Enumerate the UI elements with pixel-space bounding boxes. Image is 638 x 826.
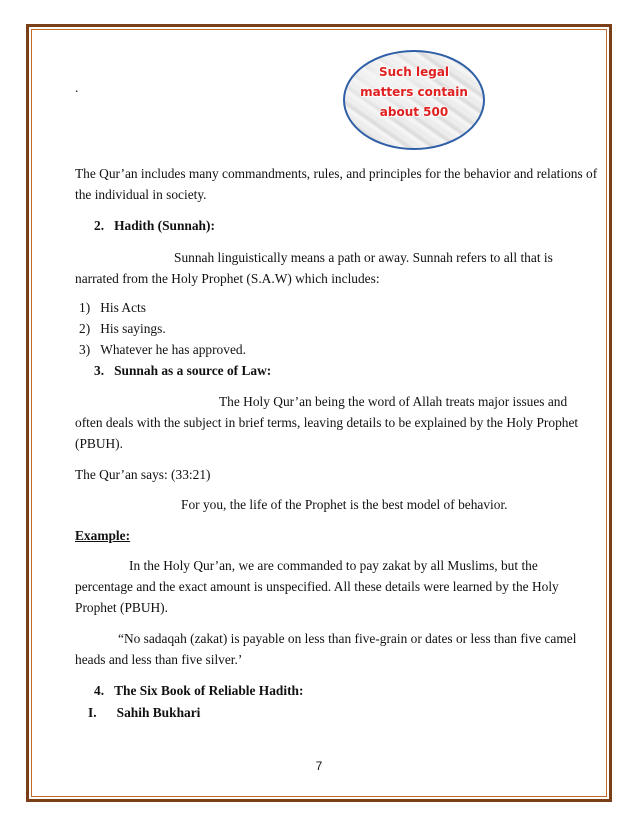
page-number: 7	[315, 759, 323, 773]
law-line-2: often deals with the subject in brief terms, leaving details to be explained by the Holy Prophet	[75, 415, 579, 430]
example-line-3: Prophet (PBUH).	[75, 600, 168, 615]
law-line-3: (PBUH).	[75, 436, 123, 451]
callout-line-2: matters contain	[360, 85, 468, 99]
sadaqah-line-1: “No sadaqah (zakat) is payable on less than five-grain or dates or less than five camel	[118, 631, 577, 646]
sadaqah-line-2: heads and less than five silver.’	[75, 652, 243, 667]
list-item-3: 3) Whatever he has approved.	[79, 342, 246, 357]
list-item-1: 1) His Acts	[79, 300, 146, 315]
sunnah-line-1: Sunnah linguistically means a path or away. Sunnah refers to all that is	[174, 250, 553, 265]
stray-dot: .	[75, 80, 79, 95]
quran-says: The Qur’an says: (33:21)	[75, 467, 211, 482]
list-item-2: 2) His sayings.	[79, 321, 166, 336]
callout-line-3: about 500	[379, 105, 449, 119]
heading-hadith: 2. Hadith (Sunnah):	[94, 218, 215, 233]
heading-sunnah-law: 3. Sunnah as a source of Law:	[94, 363, 272, 378]
page-border-inner	[31, 29, 607, 797]
quote-line: For you, the life of the Prophet is the best model of behavior.	[181, 497, 508, 512]
example-line-2: percentage and the exact amount is unspecified. All these details were learned by the Holy	[75, 579, 559, 594]
callout-text	[343, 62, 485, 122]
quran-paragraph-line-1: The Qur’an includes many commandments, rules, and principles for the behavior and relations of	[75, 166, 598, 181]
example-heading: Example:	[75, 528, 131, 543]
example-line-1: In the Holy Qur’an, we are commanded to pay zakat by all Muslims, but the	[129, 558, 538, 573]
roman-item-1: I. Sahih Bukhari	[88, 705, 201, 720]
callout-line-1: Such legal	[378, 65, 450, 79]
quran-paragraph-line-2: the individual in society.	[75, 187, 207, 202]
sunnah-line-2: narrated from the Holy Prophet (S.A.W) which includes:	[75, 271, 380, 286]
law-line-1: The Holy Qur’an being the word of Allah treats major issues and	[219, 394, 568, 409]
heading-six-books: 4. The Six Book of Reliable Hadith:	[94, 683, 304, 698]
